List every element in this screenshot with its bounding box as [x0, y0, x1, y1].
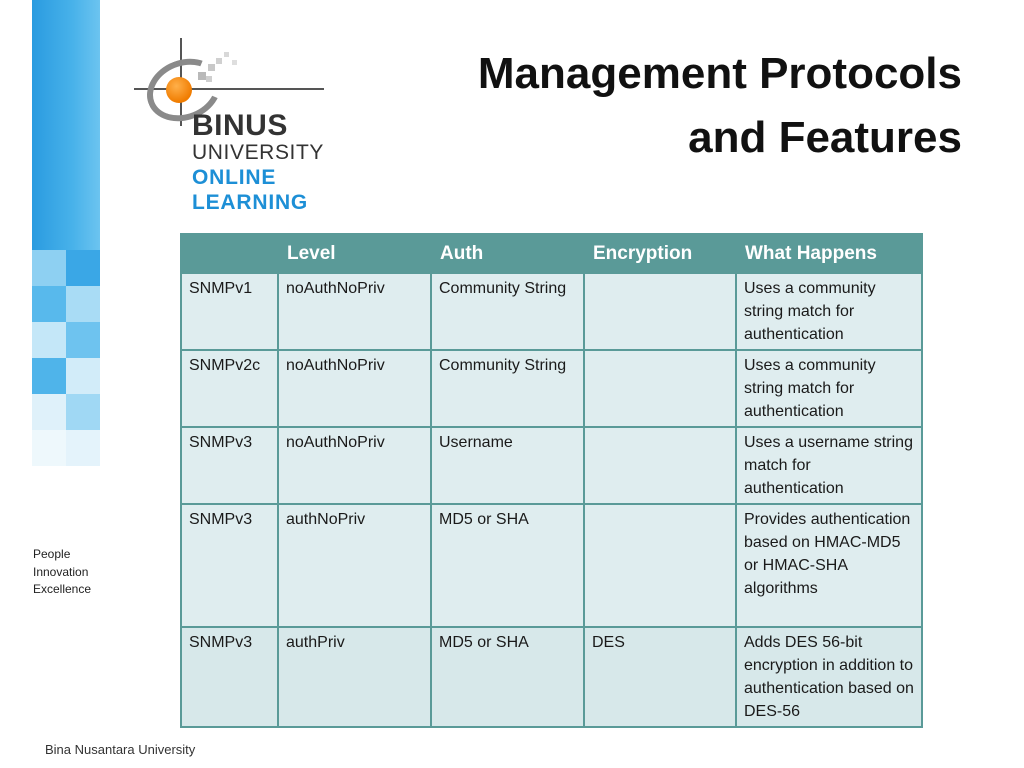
cell-version: SNMPv2c [181, 350, 278, 427]
logo-pixel [224, 52, 229, 57]
band-tile [66, 286, 100, 322]
header-encryption: Encryption [584, 234, 736, 273]
header-auth: Auth [431, 234, 584, 273]
table-row [181, 504, 922, 627]
protocol-table [180, 233, 923, 728]
logo-pixel [206, 76, 212, 82]
cell-level: noAuthNoPriv [278, 350, 431, 427]
logo-binus: BINUS [192, 109, 288, 142]
cell-version: SNMPv1 [181, 273, 278, 350]
cell-auth: Community String [431, 273, 584, 350]
cell-level: noAuthNoPriv [278, 427, 431, 504]
tagline-innovation: Innovation [33, 564, 89, 579]
cell-what-happens: Provides authentication based on HMAC-MD5 or HMAC-SHA algorithms [736, 504, 922, 627]
band-tile [66, 358, 100, 394]
cell-level: noAuthNoPriv [278, 273, 431, 350]
cell-version: SNMPv3 [181, 427, 278, 504]
logo-pixel [208, 64, 215, 71]
logo-university: UNIVERSITY [192, 141, 325, 164]
table-row [181, 273, 922, 350]
logo-online: ONLINE [192, 166, 277, 189]
binus-logo [128, 30, 338, 220]
cell-auth: MD5 or SHA [431, 627, 584, 727]
table-row [181, 427, 922, 504]
cell-encryption: DES [584, 627, 736, 727]
band-tile [66, 250, 100, 286]
cell-what-happens: Uses a community string match for authentication [736, 273, 922, 350]
cell-version: SNMPv3 [181, 504, 278, 627]
slide-title-line1: Management Protocols [477, 49, 962, 98]
table-row [181, 627, 922, 727]
logo-learning: LEARNING [192, 191, 309, 214]
slide-title-line2: and Features [688, 113, 962, 162]
slide-title [478, 42, 962, 170]
band-solid-strip [32, 0, 100, 250]
cell-level: authNoPriv [278, 504, 431, 627]
band-tile [66, 322, 100, 358]
cell-auth: Community String [431, 350, 584, 427]
table-row [181, 350, 922, 427]
cell-auth: MD5 or SHA [431, 504, 584, 627]
decorative-side-band [32, 0, 100, 470]
cell-encryption [584, 273, 736, 350]
band-tile [32, 358, 66, 394]
logo-pixel [198, 72, 206, 80]
cell-version: SNMPv3 [181, 627, 278, 727]
band-tile [32, 430, 66, 466]
cell-auth: Username [431, 427, 584, 504]
cell-what-happens: Uses a username string match for authentication [736, 427, 922, 504]
footer-text: Bina Nusantara University [45, 742, 196, 757]
tagline-people: People [33, 547, 71, 561]
tagline-excellence: Excellence [33, 582, 92, 596]
cell-what-happens: Uses a community string match for authentication [736, 350, 922, 427]
band-tile [66, 394, 100, 430]
band-tile [32, 322, 66, 358]
cell-encryption [584, 504, 736, 627]
band-tile [66, 430, 100, 466]
cell-encryption [584, 350, 736, 427]
band-tile [32, 286, 66, 322]
tagline [33, 546, 91, 599]
header-version [181, 234, 278, 273]
band-tile [32, 250, 66, 286]
logo-pixel [232, 60, 237, 65]
header-level: Level [278, 234, 431, 273]
cell-what-happens: Adds DES 56-bit encryption in addition to authentication based on DES-56 [736, 627, 922, 727]
header-what-happens: What Happens [736, 234, 922, 273]
cell-encryption [584, 427, 736, 504]
band-tile [32, 394, 66, 430]
logo-orange-dot [166, 77, 192, 103]
cell-level: authPriv [278, 627, 431, 727]
logo-pixel [216, 58, 222, 64]
table-header-row [181, 234, 922, 273]
